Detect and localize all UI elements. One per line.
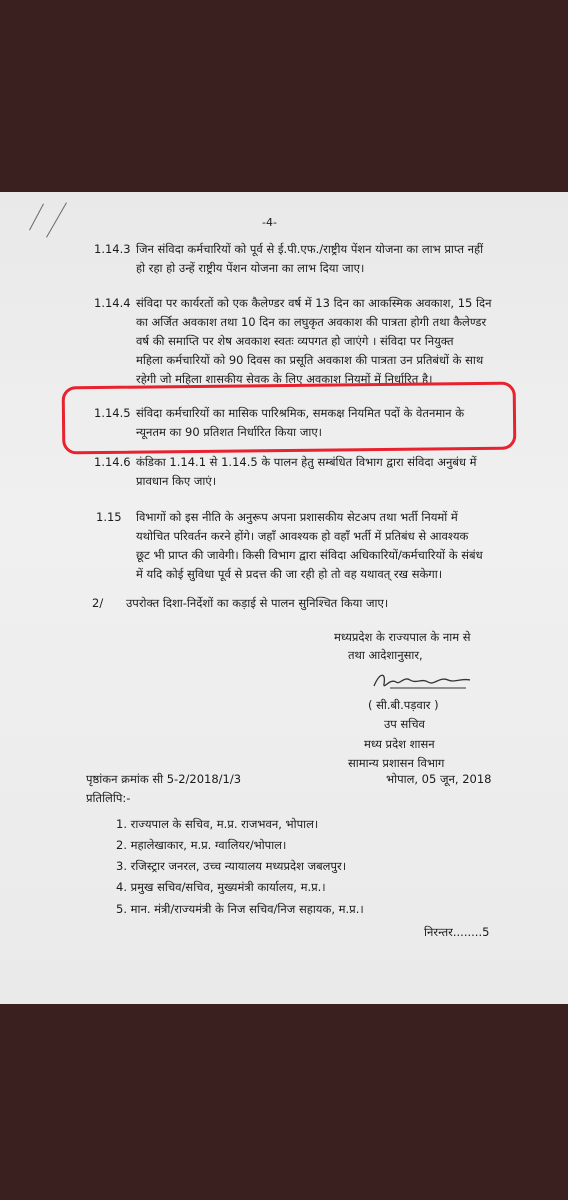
para-number: 1.14.3 bbox=[94, 242, 131, 256]
para-text: संविदा पर कार्यरतों को एक कैलेण्डर वर्ष में 13 दिन का आकस्मिक अवकाश, 15 दिन bbox=[136, 296, 492, 310]
signatory-name: ( सी.बी.पड़वार ) bbox=[368, 698, 439, 712]
para-text: प्रावधान किए जाएं। bbox=[136, 474, 217, 488]
para-text: जिन संविदा कर्मचारियों को पूर्व से ई.पी.एफ./राष्ट्रीय पेंशन योजना का लाभ प्राप्त नहीं bbox=[136, 242, 484, 256]
continued-note: निरन्तर........5 bbox=[424, 925, 490, 939]
para-text: महिला कर्मचारियों को 90 दिवस का प्रसूति अवकाश की पात्रता उन प्रतिबंधों के साथ bbox=[136, 353, 484, 367]
page-number: -4- bbox=[262, 216, 277, 229]
para-text: में यदि कोई सुविधा पूर्व से प्रदत्त की जा रही हो तो वह यथावत् रख सकेगा। bbox=[136, 567, 443, 581]
para-text: वर्ष की समाप्ति पर शेष अवकाश स्वतः व्यपगत हो जाएंगे । संविदा पर नियुक्त bbox=[136, 334, 454, 348]
para-text: का अर्जित अवकाश तथा 10 दिन का लघुकृत अवकाश की पात्रता होगी तथा कैलेण्डर bbox=[136, 315, 487, 329]
endorsement-date: भोपाल, 05 जून, 2018 bbox=[386, 772, 492, 786]
signatory-office: मध्य प्रदेश शासन bbox=[364, 737, 435, 751]
para-number: 2/ bbox=[92, 596, 104, 610]
scan-mark bbox=[46, 202, 67, 237]
document-page bbox=[0, 192, 568, 1004]
para-text: छूट भी प्राप्त की जावेगी। किसी विभाग द्वारा संविदा अधिकारियों/कर्मचारियों के संबंध bbox=[136, 548, 483, 562]
para-number: 1.14.6 bbox=[94, 455, 131, 469]
copy-list-item: 5. मान. मंत्री/राज्यमंत्री के निज सचिव/निज सहायक, म.प्र.। bbox=[116, 902, 364, 916]
para-text: हो रहा हो उन्हें राष्ट्रीय पेंशन योजना का लाभ दिया जाए। bbox=[136, 261, 365, 275]
para-text: रहेगी जो महिला शासकीय सेवक के लिए अवकाश नियमों में निर्धारित है। bbox=[136, 372, 433, 386]
para-number: 1.14.4 bbox=[94, 296, 131, 310]
signatory-designation: उप सचिव bbox=[384, 717, 425, 731]
copy-list-item: 2. महालेखाकार, म.प्र. ग्वालियर/भोपाल। bbox=[116, 838, 287, 852]
scan-mark bbox=[29, 204, 44, 231]
copy-list-item: 4. प्रमुख सचिव/सचिव, मुख्यमंत्री कार्यालय, म.प्र.। bbox=[116, 880, 326, 894]
para-text: उपरोक्त दिशा-निर्देशों का कड़ाई से पालन सुनिश्चित किया जाए। bbox=[126, 596, 389, 610]
para-text: न्यूनतम का 90 प्रतिशत निर्धारित किया जाए। bbox=[136, 425, 323, 439]
para-text: यथोचित परिवर्तन करने होंगे। जहाँ आवश्यक हो वहाँ भर्ती में प्रतिबंध से आवश्यक bbox=[136, 529, 469, 543]
signature-image bbox=[370, 668, 480, 694]
para-text: संविदा कर्मचारियों का मासिक पारिश्रमिक, समकक्ष नियमित पदों के वेतनमान के bbox=[136, 406, 465, 420]
top-dark-border bbox=[0, 0, 568, 192]
copy-list-item: 3. रजिस्ट्रार जनरल, उच्च न्यायालय मध्यप्रदेश जबलपुर। bbox=[116, 859, 347, 873]
copy-list-item: 1. राज्यपाल के सचिव, म.प्र. राजभवन, भोपाल। bbox=[116, 817, 319, 831]
closing-line: मध्यप्रदेश के राज्यपाल के नाम से bbox=[334, 630, 471, 644]
para-number: 1.14.5 bbox=[94, 406, 131, 420]
copy-label: प्रतिलिपि:- bbox=[86, 791, 131, 805]
para-text: विभागों को इस नीति के अनुरूप अपना प्रशासकीय सेटअप तथा भर्ती नियमों में bbox=[136, 510, 458, 524]
endorsement-ref: पृष्ठांकन क्रमांक सी 5-2/2018/1/3 bbox=[86, 772, 242, 786]
para-text: कंडिका 1.14.1 से 1.14.5 के पालन हेतु सम्बंधित विभाग द्वारा संविदा अनुबंध में bbox=[136, 455, 477, 469]
para-number: 1.15 bbox=[96, 510, 122, 524]
signatory-department: सामान्य प्रशासन विभाग bbox=[348, 756, 445, 770]
bottom-dark-border bbox=[0, 1004, 568, 1200]
closing-line: तथा आदेशानुसार, bbox=[348, 648, 423, 662]
